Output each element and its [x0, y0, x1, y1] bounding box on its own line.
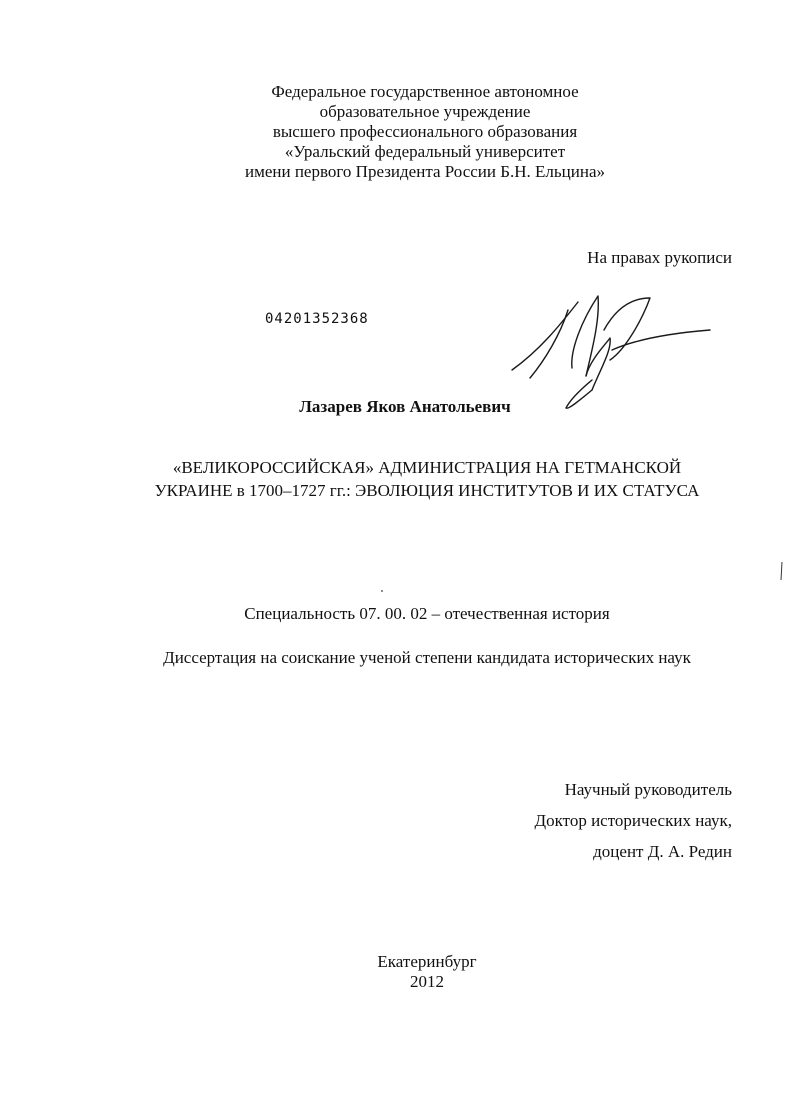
advisor-degree: Доктор исторических наук, [534, 811, 732, 830]
manuscript-note: На правах рукописи [587, 248, 732, 267]
dissertation-title [30, 456, 794, 502]
scan-speck [381, 590, 383, 592]
advisor-name: доцент Д. А. Редин [593, 842, 732, 861]
header-line: имени первого Президента России Б.Н. Ельцина» [244, 162, 605, 181]
scan-margin-mark [778, 560, 786, 584]
title-line: УКРАИНЕ в 1700–1727 гг.: ЭВОЛЮЦИЯ ИНСТИТУТОВ И ИХ СТАТУСА [154, 481, 700, 500]
city: Екатеринбург [377, 952, 477, 971]
header-line: высшего профессионального образования [272, 122, 578, 141]
header-line: «Уральский федеральный университет [284, 142, 566, 161]
specialty: Специальность 07. 00. 02 – отечественная история [244, 604, 610, 623]
advisor-role: Научный руководитель [564, 780, 732, 799]
advisor-block [535, 774, 733, 867]
title-line: «ВЕЛИКОРОССИЙСКАЯ» АДМИНИСТРАЦИЯ НА ГЕТМАНСКОЙ [172, 458, 682, 477]
city-year [30, 952, 794, 992]
header-line: Федеральное государственное автономное [271, 82, 579, 101]
dissertation-statement: Диссертация на соискание ученой степени кандидата исторических наук [163, 648, 691, 667]
header-line: образовательное учреждение [319, 102, 531, 121]
institution-header [28, 82, 794, 182]
author-name: Лазарев Яков Анатольевич [299, 397, 511, 416]
year: 2012 [410, 972, 444, 991]
registry-number: 04201352368 [265, 311, 369, 327]
